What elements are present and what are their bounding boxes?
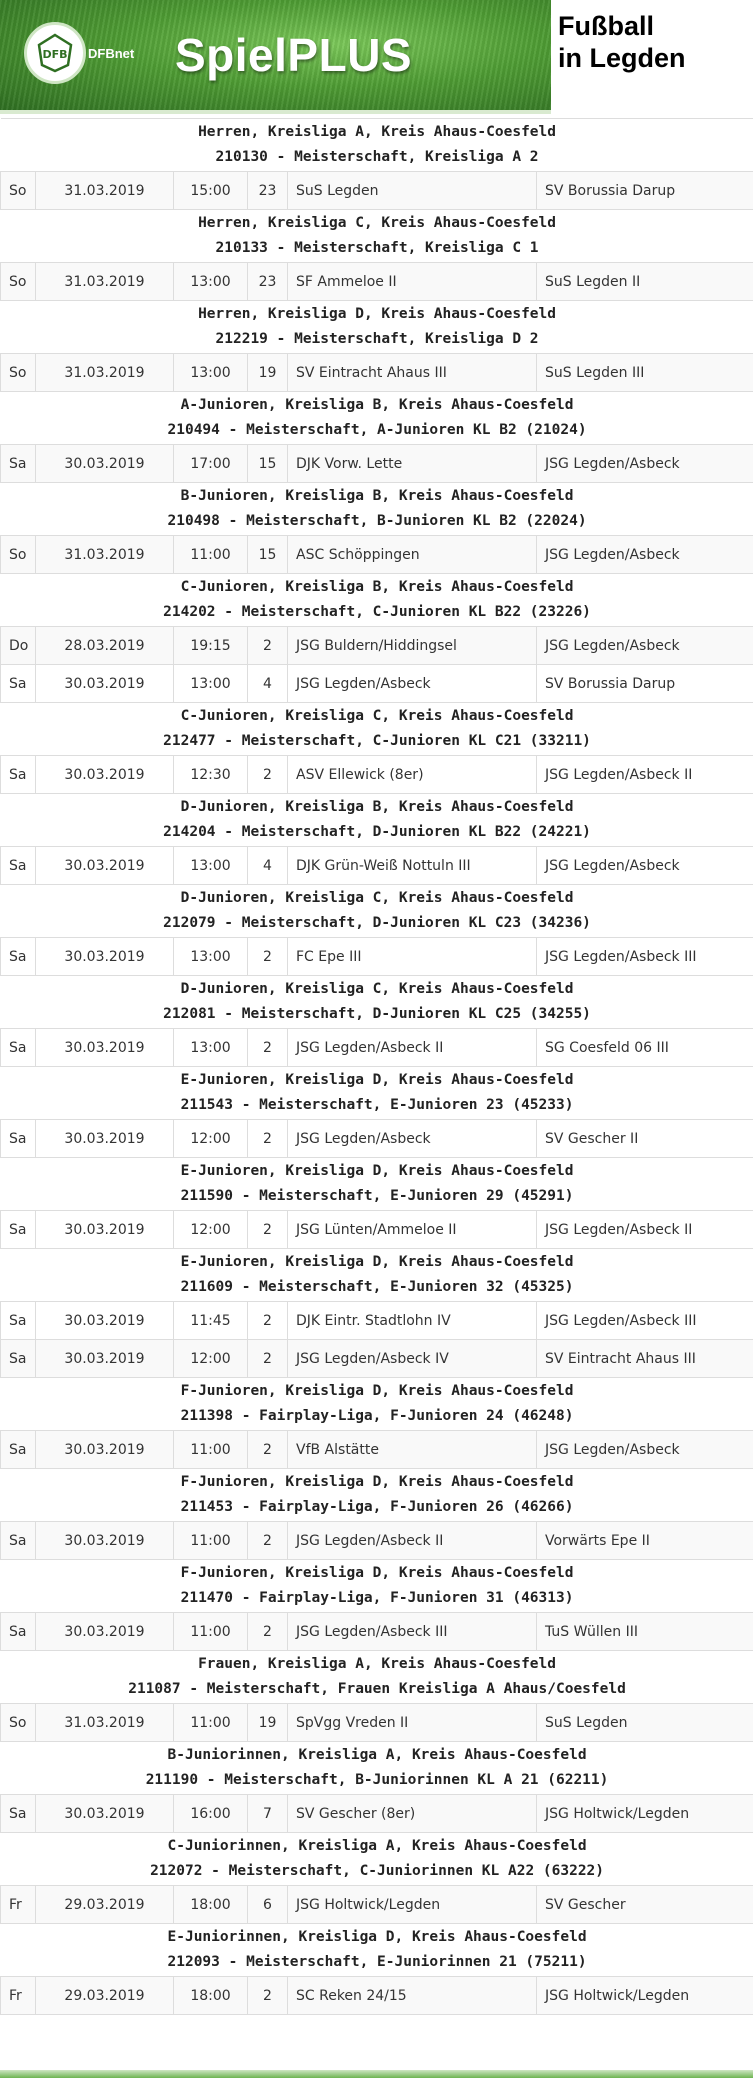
- match-row[interactable]: [1, 1522, 753, 1560]
- match-row[interactable]: [1, 847, 753, 885]
- home-team: JSG Lünten/Ammeloe II: [288, 1211, 537, 1249]
- match-day: Sa: [1, 756, 36, 794]
- match-field-number: 2: [248, 1613, 288, 1651]
- match-field-number: 2: [248, 1522, 288, 1560]
- away-team: JSG Legden/Asbeck III: [537, 938, 753, 976]
- match-time: 11:00: [174, 1704, 248, 1742]
- match-row[interactable]: [1, 665, 753, 703]
- competition-header: [1, 1067, 753, 1120]
- competition-name: 212079 - Meisterschaft, D-Junioren KL C23 (34236): [163, 915, 591, 931]
- dfbnet-label: DFBnet: [88, 46, 135, 61]
- match-row[interactable]: [1, 536, 753, 574]
- away-team: JSG Legden/Asbeck: [537, 1431, 753, 1469]
- match-date: 31.03.2019: [36, 354, 174, 392]
- away-team: TuS Wüllen III: [537, 1613, 753, 1651]
- home-team: JSG Legden/Asbeck II: [288, 1522, 537, 1560]
- home-team: FC Epe III: [288, 938, 537, 976]
- competition-header-row: [1, 574, 753, 627]
- competition-name: 211398 - Fairplay-Liga, F-Junioren 24 (46248): [180, 1408, 574, 1424]
- match-date: 30.03.2019: [36, 847, 174, 885]
- match-day: Sa: [1, 1029, 36, 1067]
- away-team: JSG Holtwick/Legden: [537, 1977, 753, 2015]
- match-row[interactable]: [1, 1302, 753, 1340]
- competition-header-row: [1, 1560, 753, 1613]
- match-field-number: 19: [248, 354, 288, 392]
- match-row[interactable]: [1, 756, 753, 794]
- competition-header: [1, 1742, 753, 1795]
- competition-header: [1, 301, 753, 354]
- competition-header-row: [1, 392, 753, 445]
- competition-league: D-Junioren, Kreisliga C, Kreis Ahaus-Coesfeld: [180, 981, 574, 997]
- match-date: 30.03.2019: [36, 756, 174, 794]
- away-team: SV Borussia Darup: [537, 665, 753, 703]
- match-field-number: 19: [248, 1704, 288, 1742]
- match-row[interactable]: [1, 938, 753, 976]
- competition-league: F-Junioren, Kreisliga D, Kreis Ahaus-Coesfeld: [180, 1383, 574, 1399]
- competition-name: 210494 - Meisterschaft, A-Junioren KL B2 (21024): [167, 422, 587, 438]
- match-date: 30.03.2019: [36, 1120, 174, 1158]
- match-date: 30.03.2019: [36, 1431, 174, 1469]
- match-time: 12:00: [174, 1340, 248, 1378]
- match-time: 13:00: [174, 354, 248, 392]
- competition-name: 210130 - Meisterschaft, Kreisliga A 2: [215, 149, 539, 165]
- match-date: 30.03.2019: [36, 1029, 174, 1067]
- match-time: 16:00: [174, 1795, 248, 1833]
- home-team: DJK Grün-Weiß Nottuln III: [288, 847, 537, 885]
- match-date: 30.03.2019: [36, 1340, 174, 1378]
- match-field-number: 2: [248, 1340, 288, 1378]
- match-time: 13:00: [174, 263, 248, 301]
- match-date: 30.03.2019: [36, 1613, 174, 1651]
- competition-league: C-Junioren, Kreisliga C, Kreis Ahaus-Coesfeld: [180, 708, 574, 724]
- away-team: JSG Holtwick/Legden: [537, 1795, 753, 1833]
- match-field-number: 15: [248, 445, 288, 483]
- match-day: Sa: [1, 1211, 36, 1249]
- competition-league: F-Junioren, Kreisliga D, Kreis Ahaus-Coesfeld: [180, 1565, 574, 1581]
- competition-header: [1, 1469, 753, 1522]
- match-date: 29.03.2019: [36, 1886, 174, 1924]
- away-team: JSG Legden/Asbeck: [537, 847, 753, 885]
- competition-header-row: [1, 1469, 753, 1522]
- match-day: Sa: [1, 938, 36, 976]
- match-date: 30.03.2019: [36, 1522, 174, 1560]
- away-team: JSG Legden/Asbeck II: [537, 756, 753, 794]
- match-date: 31.03.2019: [36, 536, 174, 574]
- match-time: 11:00: [174, 1613, 248, 1651]
- match-row[interactable]: [1, 1613, 753, 1651]
- match-date: 31.03.2019: [36, 172, 174, 210]
- competition-header: [1, 210, 753, 263]
- match-day: So: [1, 354, 36, 392]
- page-header: [0, 0, 753, 118]
- competition-header-row: [1, 1067, 753, 1120]
- match-row[interactable]: [1, 445, 753, 483]
- home-team: DJK Eintr. Stadtlohn IV: [288, 1302, 537, 1340]
- competition-name: 211609 - Meisterschaft, E-Junioren 32 (45325): [180, 1279, 574, 1295]
- competition-league: D-Junioren, Kreisliga C, Kreis Ahaus-Coesfeld: [180, 890, 574, 906]
- competition-header: [1, 483, 753, 536]
- competition-header-row: [1, 976, 753, 1029]
- match-field-number: 2: [248, 756, 288, 794]
- match-row[interactable]: [1, 354, 753, 392]
- match-day: Sa: [1, 847, 36, 885]
- home-team: ASV Ellewick (8er): [288, 756, 537, 794]
- match-row[interactable]: [1, 1340, 753, 1378]
- competition-header-row: [1, 301, 753, 354]
- competition-league: B-Juniorinnen, Kreisliga A, Kreis Ahaus-Coesfeld: [167, 1747, 587, 1763]
- competition-name: 212081 - Meisterschaft, D-Junioren KL C25 (34255): [163, 1006, 591, 1022]
- home-team: SV Eintracht Ahaus III: [288, 354, 537, 392]
- competition-league: Frauen, Kreisliga A, Kreis Ahaus-Coesfeld: [198, 1656, 556, 1672]
- competition-league: C-Junioren, Kreisliga B, Kreis Ahaus-Coesfeld: [180, 579, 574, 595]
- competition-header-row: [1, 119, 753, 172]
- away-team: SV Gescher: [537, 1886, 753, 1924]
- competition-name: 212219 - Meisterschaft, Kreisliga D 2: [215, 331, 539, 347]
- competition-header: [1, 1249, 753, 1302]
- match-field-number: 7: [248, 1795, 288, 1833]
- match-time: 18:00: [174, 1886, 248, 1924]
- competition-header-row: [1, 1924, 753, 1977]
- match-time: 12:00: [174, 1211, 248, 1249]
- home-team: JSG Holtwick/Legden: [288, 1886, 537, 1924]
- competition-header: [1, 392, 753, 445]
- match-field-number: 2: [248, 1211, 288, 1249]
- match-day: Sa: [1, 1795, 36, 1833]
- competition-name: 212072 - Meisterschaft, C-Juniorinnen KL A22 (63222): [150, 1863, 605, 1879]
- away-team: SuS Legden: [537, 1704, 753, 1742]
- match-time: 19:15: [174, 627, 248, 665]
- match-day: Do: [1, 627, 36, 665]
- away-team: SuS Legden III: [537, 354, 753, 392]
- match-date: 30.03.2019: [36, 1795, 174, 1833]
- home-team: JSG Legden/Asbeck: [288, 665, 537, 703]
- match-time: 15:00: [174, 172, 248, 210]
- competition-name: 211087 - Meisterschaft, Frauen Kreisliga A Ahaus/Coesfeld: [128, 1681, 626, 1697]
- match-day: Sa: [1, 1613, 36, 1651]
- match-time: 13:00: [174, 1029, 248, 1067]
- match-date: 30.03.2019: [36, 938, 174, 976]
- match-date: 31.03.2019: [36, 1704, 174, 1742]
- match-day: Sa: [1, 665, 36, 703]
- match-field-number: 23: [248, 263, 288, 301]
- competition-name: 211543 - Meisterschaft, E-Junioren 23 (45233): [180, 1097, 574, 1113]
- match-row[interactable]: [1, 1120, 753, 1158]
- competition-header: [1, 1924, 753, 1977]
- competition-league: Herren, Kreisliga C, Kreis Ahaus-Coesfeld: [198, 215, 556, 231]
- match-time: 13:00: [174, 665, 248, 703]
- away-team: JSG Legden/Asbeck: [537, 627, 753, 665]
- match-time: 13:00: [174, 938, 248, 976]
- competition-header-row: [1, 1833, 753, 1886]
- away-team: SV Eintracht Ahaus III: [537, 1340, 753, 1378]
- competition-league: E-Junioren, Kreisliga D, Kreis Ahaus-Coesfeld: [180, 1163, 574, 1179]
- match-field-number: 2: [248, 1120, 288, 1158]
- competition-name: 214204 - Meisterschaft, D-Junioren KL B22 (24221): [163, 824, 591, 840]
- match-day: Sa: [1, 1340, 36, 1378]
- match-field-number: 6: [248, 1886, 288, 1924]
- match-row[interactable]: [1, 172, 753, 210]
- competition-league: D-Junioren, Kreisliga B, Kreis Ahaus-Coesfeld: [180, 799, 574, 815]
- home-team: JSG Buldern/Hiddingsel: [288, 627, 537, 665]
- match-time: 11:00: [174, 1431, 248, 1469]
- competition-header-row: [1, 703, 753, 756]
- home-team: SV Gescher (8er): [288, 1795, 537, 1833]
- match-date: 29.03.2019: [36, 1977, 174, 2015]
- home-team: ASC Schöppingen: [288, 536, 537, 574]
- match-date: 30.03.2019: [36, 1211, 174, 1249]
- competition-header: [1, 1378, 753, 1431]
- match-day: So: [1, 1704, 36, 1742]
- competition-league: E-Junioren, Kreisliga D, Kreis Ahaus-Coesfeld: [180, 1072, 574, 1088]
- match-date: 30.03.2019: [36, 1302, 174, 1340]
- match-time: 11:00: [174, 536, 248, 574]
- match-day: Sa: [1, 1431, 36, 1469]
- competition-header: [1, 703, 753, 756]
- fixtures-body: [1, 119, 753, 2015]
- match-day: Sa: [1, 1120, 36, 1158]
- match-day: Fr: [1, 1886, 36, 1924]
- match-time: 18:00: [174, 1977, 248, 2015]
- home-team: SF Ammeloe II: [288, 263, 537, 301]
- home-team: VfB Alstätte: [288, 1431, 537, 1469]
- match-date: 30.03.2019: [36, 445, 174, 483]
- match-row[interactable]: [1, 627, 753, 665]
- match-row[interactable]: [1, 1704, 753, 1742]
- competition-header: [1, 574, 753, 627]
- competition-header-row: [1, 210, 753, 263]
- away-team: JSG Legden/Asbeck II: [537, 1211, 753, 1249]
- title-line-2: in Legden: [558, 43, 686, 73]
- match-field-number: 2: [248, 1431, 288, 1469]
- competition-league: B-Junioren, Kreisliga B, Kreis Ahaus-Coesfeld: [180, 488, 574, 504]
- competition-header: [1, 1560, 753, 1613]
- competition-name: 211590 - Meisterschaft, E-Junioren 29 (45291): [180, 1188, 574, 1204]
- home-team: SC Reken 24/15: [288, 1977, 537, 2015]
- home-team: JSG Legden/Asbeck III: [288, 1613, 537, 1651]
- title-line-1: Fußball: [558, 11, 654, 41]
- match-field-number: 2: [248, 1302, 288, 1340]
- page-title: [558, 10, 686, 74]
- footer-bar: [0, 2070, 753, 2078]
- home-team: JSG Legden/Asbeck IV: [288, 1340, 537, 1378]
- match-day: So: [1, 263, 36, 301]
- competition-header: [1, 885, 753, 938]
- competition-header: [1, 1833, 753, 1886]
- match-time: 12:00: [174, 1120, 248, 1158]
- match-field-number: 2: [248, 1029, 288, 1067]
- competition-name: 211453 - Fairplay-Liga, F-Junioren 26 (46266): [180, 1499, 574, 1515]
- competition-header: [1, 1158, 753, 1211]
- competition-header-row: [1, 885, 753, 938]
- match-date: 28.03.2019: [36, 627, 174, 665]
- match-time: 17:00: [174, 445, 248, 483]
- match-day: Sa: [1, 445, 36, 483]
- match-row[interactable]: [1, 1029, 753, 1067]
- away-team: SG Coesfeld 06 III: [537, 1029, 753, 1067]
- match-row[interactable]: [1, 1431, 753, 1469]
- match-day: Sa: [1, 1302, 36, 1340]
- match-field-number: 4: [248, 665, 288, 703]
- away-team: SV Borussia Darup: [537, 172, 753, 210]
- match-time: 11:45: [174, 1302, 248, 1340]
- away-team: SuS Legden II: [537, 263, 753, 301]
- match-day: So: [1, 536, 36, 574]
- match-row[interactable]: [1, 1886, 753, 1924]
- competition-header-row: [1, 1651, 753, 1704]
- away-team: JSG Legden/Asbeck: [537, 445, 753, 483]
- brand-name: SpielPLUS: [175, 29, 413, 81]
- match-field-number: 15: [248, 536, 288, 574]
- competition-league: A-Junioren, Kreisliga B, Kreis Ahaus-Coesfeld: [180, 397, 574, 413]
- home-team: SuS Legden: [288, 172, 537, 210]
- away-team: Vorwärts Epe II: [537, 1522, 753, 1560]
- match-day: Sa: [1, 1522, 36, 1560]
- competition-name: 212477 - Meisterschaft, C-Junioren KL C21 (33211): [163, 733, 591, 749]
- competition-header-row: [1, 1742, 753, 1795]
- match-time: 12:30: [174, 756, 248, 794]
- competition-name: 210133 - Meisterschaft, Kreisliga C 1: [215, 240, 539, 256]
- home-team: JSG Legden/Asbeck II: [288, 1029, 537, 1067]
- competition-name: 210498 - Meisterschaft, B-Junioren KL B2 (22024): [167, 513, 587, 529]
- match-time: 13:00: [174, 847, 248, 885]
- match-field-number: 23: [248, 172, 288, 210]
- match-row[interactable]: [1, 263, 753, 301]
- home-team: JSG Legden/Asbeck: [288, 1120, 537, 1158]
- dfb-emblem-icon: [35, 33, 75, 73]
- match-row[interactable]: [1, 1977, 753, 2015]
- competition-league: E-Juniorinnen, Kreisliga D, Kreis Ahaus-Coesfeld: [167, 1929, 587, 1945]
- competition-name: 211470 - Fairplay-Liga, F-Junioren 31 (46313): [180, 1590, 574, 1606]
- svg-text:DFB: DFB: [42, 48, 68, 61]
- match-row[interactable]: [1, 1211, 753, 1249]
- competition-league: E-Junioren, Kreisliga D, Kreis Ahaus-Coesfeld: [180, 1254, 574, 1270]
- home-team: SpVgg Vreden II: [288, 1704, 537, 1742]
- match-row[interactable]: [1, 1795, 753, 1833]
- match-field-number: 4: [248, 847, 288, 885]
- competition-header: [1, 976, 753, 1029]
- competition-name: 214202 - Meisterschaft, C-Junioren KL B22 (23226): [163, 604, 591, 620]
- match-field-number: 2: [248, 1977, 288, 2015]
- away-team: JSG Legden/Asbeck: [537, 536, 753, 574]
- match-day: So: [1, 172, 36, 210]
- competition-header-row: [1, 1158, 753, 1211]
- competition-name: 211190 - Meisterschaft, B-Juniorinnen KL A 21 (62211): [145, 1772, 609, 1788]
- competition-header: [1, 1651, 753, 1704]
- competition-league: Herren, Kreisliga A, Kreis Ahaus-Coesfeld: [198, 124, 556, 140]
- competition-header-row: [1, 1249, 753, 1302]
- match-field-number: 2: [248, 627, 288, 665]
- competition-league: Herren, Kreisliga D, Kreis Ahaus-Coesfeld: [198, 306, 556, 322]
- match-field-number: 2: [248, 938, 288, 976]
- match-time: 11:00: [174, 1522, 248, 1560]
- competition-header-row: [1, 794, 753, 847]
- fixtures-table: [0, 118, 753, 2015]
- spielplus-banner: [0, 0, 551, 114]
- match-date: 31.03.2019: [36, 263, 174, 301]
- competition-header-row: [1, 1378, 753, 1431]
- away-team: SV Gescher II: [537, 1120, 753, 1158]
- competition-league: F-Junioren, Kreisliga D, Kreis Ahaus-Coesfeld: [180, 1474, 574, 1490]
- dfb-logo: [24, 22, 86, 84]
- competition-header: [1, 794, 753, 847]
- home-team: DJK Vorw. Lette: [288, 445, 537, 483]
- match-day: Fr: [1, 1977, 36, 2015]
- competition-league: C-Juniorinnen, Kreisliga A, Kreis Ahaus-Coesfeld: [167, 1838, 587, 1854]
- competition-header: [1, 119, 753, 172]
- away-team: JSG Legden/Asbeck III: [537, 1302, 753, 1340]
- competition-name: 212093 - Meisterschaft, E-Juniorinnen 21 (75211): [167, 1954, 587, 1970]
- competition-header-row: [1, 483, 753, 536]
- match-date: 30.03.2019: [36, 665, 174, 703]
